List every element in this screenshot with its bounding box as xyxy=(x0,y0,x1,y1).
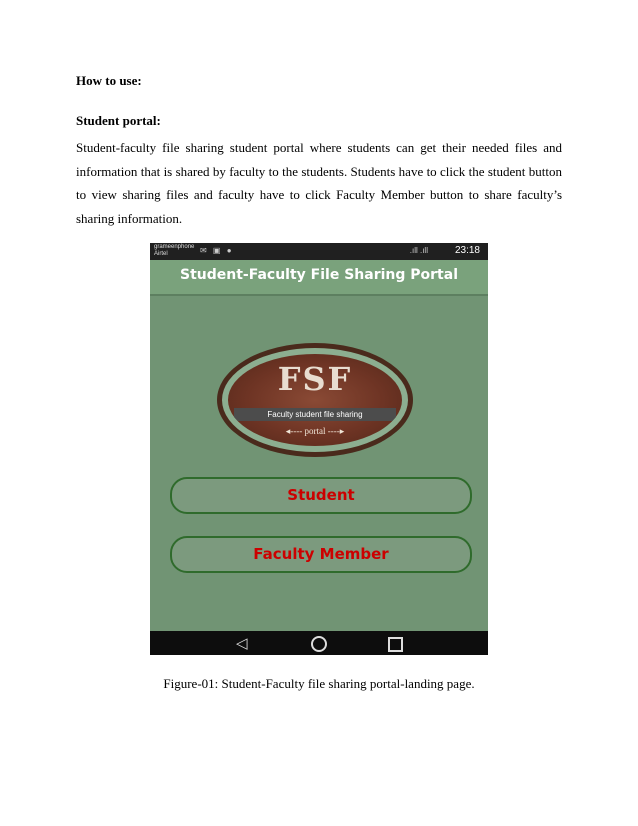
status-clock: 23:18 xyxy=(454,245,480,256)
logo-emblem xyxy=(228,354,402,446)
app-bar xyxy=(150,260,488,296)
nav-bar xyxy=(150,631,488,655)
logo-ring xyxy=(222,348,408,452)
section-heading: How to use: xyxy=(76,73,142,88)
signal-icon: .ıll .ıll xyxy=(409,246,428,255)
faculty-member-button[interactable]: Faculty Member xyxy=(170,536,472,573)
carrier-1: grameenphone xyxy=(154,244,195,250)
recents-icon[interactable] xyxy=(388,637,403,652)
notification-icons: ✉ ▣ ● xyxy=(200,246,234,255)
body-paragraph: Student-faculty file sharing student portal where students can get their needed files and information that is shared by faculty to the students. Students have to click the student button to view sharing files and faculty have to click Faculty Member button to share faculty’s sharing information. xyxy=(76,140,562,226)
figure-caption: Figure-01: Student-Faculty file sharing portal-landing page. xyxy=(163,676,475,691)
subsection-heading: Student portal: xyxy=(76,113,161,128)
carrier-2: Airtel xyxy=(154,251,168,257)
logo-mark: FSF xyxy=(277,360,353,398)
home-icon[interactable] xyxy=(311,636,327,652)
back-icon[interactable]: ◁ xyxy=(236,634,248,652)
app-title: Student-Faculty File Sharing Portal xyxy=(180,267,458,283)
app-logo xyxy=(217,343,413,457)
logo-banner: Faculty student file sharing xyxy=(234,408,396,421)
phone-screenshot xyxy=(150,243,488,655)
student-button[interactable]: Student xyxy=(170,477,472,514)
carrier-labels xyxy=(154,244,194,258)
status-bar xyxy=(150,243,488,260)
logo-portal-text: ◂---- portal ----▸ xyxy=(285,426,345,436)
